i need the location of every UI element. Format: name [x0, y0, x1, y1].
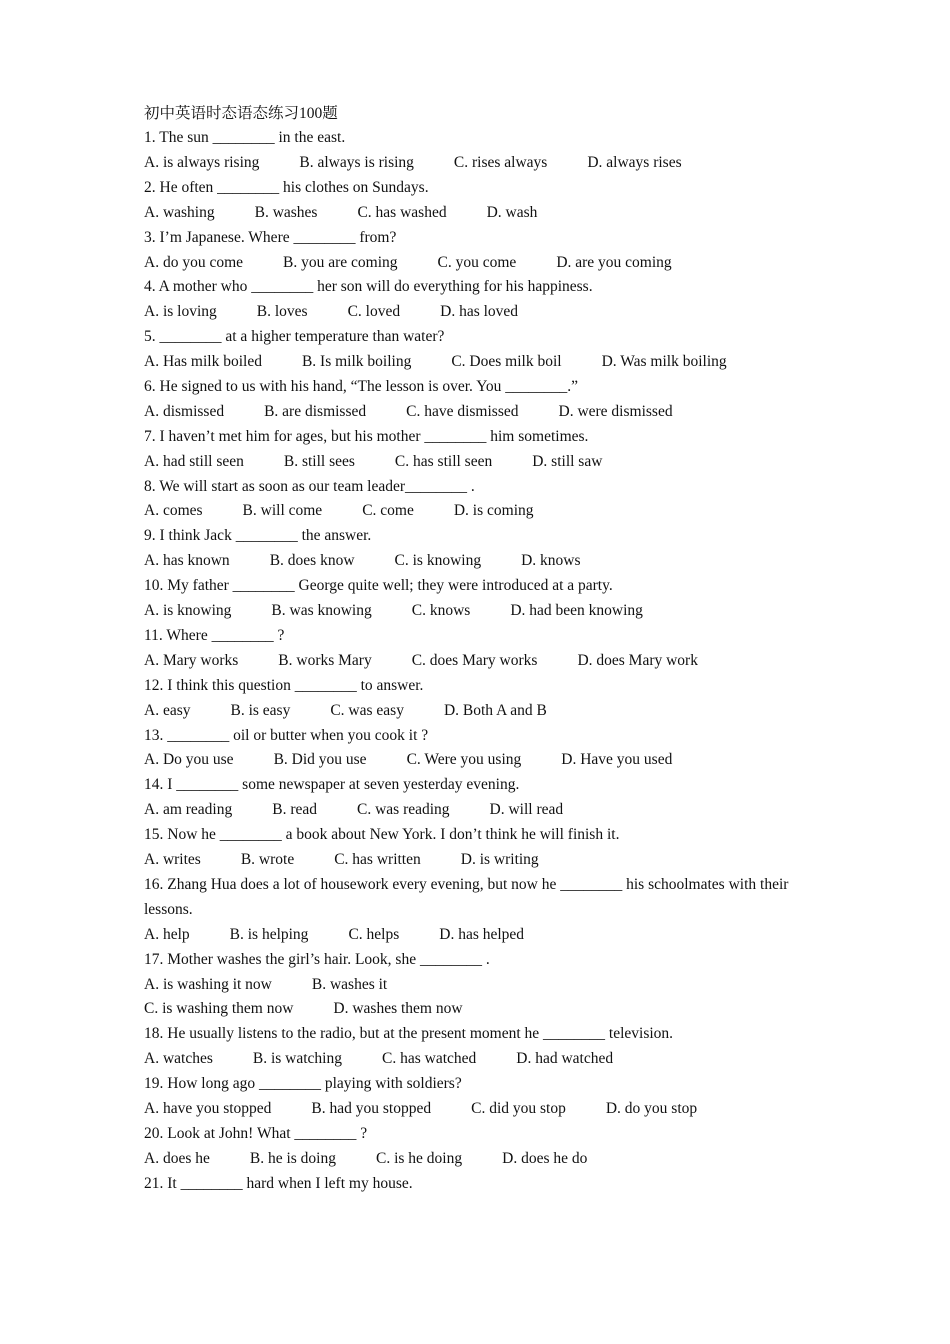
question-text: 17. Mother washes the girl’s hair. Look, she ________ .	[144, 950, 490, 968]
answer-option: D. is writing	[460, 851, 539, 869]
answer-option: D. had watched	[516, 1050, 614, 1068]
answer-option: D. does he do	[502, 1149, 588, 1167]
answer-option: A. is loving	[144, 303, 217, 321]
answer-option: B. is easy	[230, 701, 291, 719]
answer-option: A. dismissed	[144, 402, 225, 420]
answer-option: D. will read	[489, 801, 564, 819]
answer-option: A. washing	[144, 203, 215, 221]
answer-option: C. is knowing	[394, 552, 482, 570]
answer-option: C. loved	[347, 303, 401, 321]
answer-option: C. Were you using	[406, 751, 522, 769]
question-text: 8. We will start as soon as our team leader________ .	[144, 477, 475, 495]
question-text: 4. A mother who ________ her son will do everything for his happiness.	[144, 278, 593, 296]
answer-option: B. he is doing	[249, 1149, 336, 1167]
answer-options-row	[144, 798, 824, 823]
answer-option: D. Both A and B	[443, 701, 547, 719]
answer-option: A. watches	[144, 1050, 213, 1068]
question-text: 14. I ________ some newspaper at seven yesterday evening.	[144, 776, 520, 794]
answer-options-row	[144, 1097, 824, 1122]
answer-option: A. Has milk boiled	[144, 353, 262, 371]
answer-option: A. have you stopped	[144, 1100, 272, 1118]
answer-option: B. are dismissed	[264, 402, 367, 420]
answer-option: A. Do you use	[144, 751, 234, 769]
answer-option: D. always rises	[587, 153, 682, 171]
answer-options-row	[144, 251, 824, 276]
answer-option: C. has washed	[357, 203, 447, 221]
answer-option: D. knows	[521, 552, 581, 570]
answer-option: D. Have you used	[561, 751, 673, 769]
answer-option: D. Was milk boiling	[601, 353, 727, 371]
answer-option: A. is knowing	[144, 602, 232, 620]
answer-option: D. is coming	[453, 502, 534, 520]
question-text: 18. He usually listens to the radio, but at the present moment he ________ television.	[144, 1025, 674, 1043]
answer-options-row	[144, 1147, 824, 1172]
answer-option: C. knows	[411, 602, 471, 620]
answer-option: C. rises always	[453, 153, 548, 171]
question-list	[144, 126, 824, 1197]
answer-options-row	[144, 400, 824, 425]
document-title: 初中英语时态语态练习100题	[144, 105, 338, 122]
answer-option: C. helps	[348, 925, 400, 943]
answer-option: A. does he	[144, 1149, 210, 1167]
question-text: 9. I think Jack ________ the answer.	[144, 527, 372, 545]
answer-option: C. was easy	[330, 701, 404, 719]
answer-option: A. is washing it now	[144, 975, 272, 993]
answer-option: C. have dismissed	[406, 402, 519, 420]
answer-options-row	[144, 748, 824, 773]
question-text: 3. I’m Japanese. Where ________ from?	[144, 228, 397, 246]
answer-options-row	[144, 599, 824, 624]
question-text: 1. The sun ________ in the east.	[144, 129, 346, 146]
answer-option: C. come	[362, 502, 414, 520]
answer-options-row	[144, 350, 824, 375]
answer-option: A. Mary works	[144, 651, 239, 669]
answer-options-row	[144, 923, 824, 948]
answer-options-row	[144, 499, 824, 524]
question-text: 21. It ________ hard when I left my house.	[144, 1174, 413, 1192]
answer-option: A. has known	[144, 552, 230, 570]
question-text: 7. I haven’t met him for ages, but his mother ________ him sometimes.	[144, 427, 589, 445]
answer-option: B. will come	[242, 502, 323, 520]
answer-option: A. writes	[144, 851, 201, 869]
answer-options-row	[144, 151, 824, 176]
answer-option: A. easy	[144, 701, 191, 719]
answer-option: B. washes	[254, 203, 318, 221]
answer-option: B. wrote	[240, 851, 295, 869]
answer-option: B. was knowing	[271, 602, 372, 620]
answer-option: C. did you stop	[471, 1100, 566, 1118]
answer-option: B. read	[272, 801, 317, 819]
question-text: 6. He signed to us with his hand, “The lesson is over. You ________.”	[144, 377, 578, 395]
question-text: 19. How long ago ________ playing with soldiers?	[144, 1075, 462, 1093]
answer-options-row	[144, 300, 824, 325]
answer-options-row	[144, 549, 824, 574]
question-text: 5. ________ at a higher temperature than water?	[144, 328, 445, 346]
answer-option: C. you come	[437, 253, 517, 271]
answer-option: D. do you stop	[605, 1100, 698, 1118]
answer-option: B. loves	[256, 303, 308, 321]
answer-option: D. has helped	[439, 925, 525, 943]
answer-option: B. still sees	[283, 452, 355, 470]
answer-options-row	[144, 201, 824, 226]
answer-option: A. is always rising	[144, 153, 260, 171]
answer-option: B. had you stopped	[311, 1100, 432, 1118]
answer-option: D. still saw	[532, 452, 603, 470]
answer-option: D. wash	[486, 203, 538, 221]
answer-option: B. always is rising	[299, 153, 414, 171]
answer-option: B. Did you use	[273, 751, 367, 769]
answer-option: B. Is milk boiling	[301, 353, 412, 371]
answer-option: B. washes it	[311, 975, 388, 993]
question-text: 16. Zhang Hua does a lot of housework every evening, but now he ________ his schoolmates with their lessons.	[144, 875, 789, 918]
answer-options-row	[144, 848, 824, 873]
answer-option: C. Does milk boil	[451, 353, 562, 371]
answer-option: A. am reading	[144, 801, 233, 819]
answer-options-row	[144, 997, 824, 1022]
answer-option: B. is watching	[252, 1050, 342, 1068]
question-text: 12. I think this question ________ to answer.	[144, 676, 424, 694]
answer-option: B. is helping	[229, 925, 309, 943]
answer-option: B. you are coming	[283, 253, 398, 271]
answer-option: C. was reading	[357, 801, 450, 819]
question-text: 20. Look at John! What ________ ?	[144, 1124, 368, 1142]
answer-option: D. had been knowing	[510, 602, 643, 620]
answer-options-row	[144, 450, 824, 475]
answer-option: C. does Mary works	[411, 651, 538, 669]
answer-options-row	[144, 973, 824, 998]
question-text: 2. He often ________ his clothes on Sundays.	[144, 178, 429, 196]
question-text: 13. ________ oil or butter when you cook it ?	[144, 726, 429, 744]
answer-option: D. washes them now	[333, 1000, 463, 1018]
answer-option: A. do you come	[144, 253, 244, 271]
question-text: 11. Where ________ ?	[144, 626, 285, 644]
answer-options-row	[144, 649, 824, 674]
answer-option: B. works Mary	[278, 651, 372, 669]
answer-option: A. help	[144, 925, 190, 943]
question-text: 10. My father ________ George quite well; they were introduced at a party.	[144, 577, 613, 595]
answer-option: C. has written	[334, 851, 421, 869]
answer-option: D. are you coming	[556, 253, 672, 271]
answer-option: C. has still seen	[394, 452, 493, 470]
answer-option: C. has watched	[382, 1050, 477, 1068]
answer-option: C. is washing them now	[144, 1000, 294, 1018]
answer-option: D. has loved	[440, 303, 519, 321]
answer-option: A. comes	[144, 502, 203, 520]
answer-option: D. were dismissed	[558, 402, 673, 420]
answer-options-row	[144, 699, 824, 724]
answer-option: C. is he doing	[376, 1149, 463, 1167]
document-page	[144, 101, 824, 1197]
answer-options-row	[144, 1047, 824, 1072]
answer-option: B. does know	[269, 552, 355, 570]
answer-option: D. does Mary work	[577, 651, 698, 669]
question-text: 15. Now he ________ a book about New York. I don’t think he will finish it.	[144, 826, 620, 844]
answer-option: A. had still seen	[144, 452, 244, 470]
